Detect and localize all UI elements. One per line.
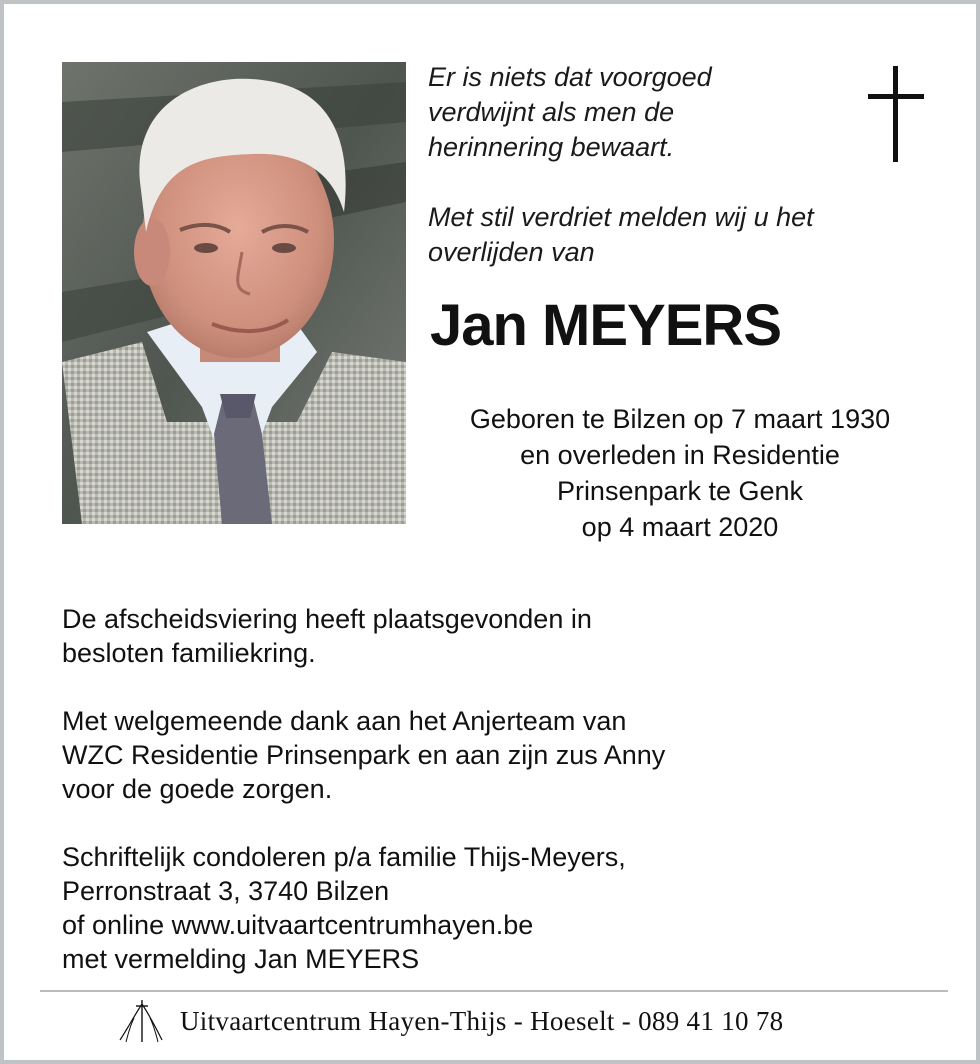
deceased-name: Jan MEYERS [430,293,781,358]
paragraph-line: Perronstraat 3, 3740 Bilzen [62,876,390,906]
paragraph-line: WZC Residentie Prinsenpark en aan zijn zus Anny [62,740,666,770]
footer-divider [40,990,948,992]
thanks-paragraph [62,704,922,806]
portrait-photo [62,62,406,524]
funeral-home-logo-icon [116,996,166,1046]
detail-line: op 4 maart 2020 [581,512,779,542]
paragraph-line: besloten familiekring. [62,638,316,668]
quote-line: Er is niets dat voorgoed [428,62,712,92]
obituary-body [62,602,922,976]
quote-line: verdwijnt als men de [428,97,675,127]
funeral-home-footer [116,996,783,1046]
quote-line: herinnering bewaart. [428,132,675,162]
funeral-home-contact: Uitvaartcentrum Hayen-Thijs - Hoeselt - 089 41 10 78 [180,1005,784,1036]
birth-death-details [425,401,935,545]
memorial-quote [428,60,814,270]
announcement-line: Met stil verdriet melden wij u het [428,202,814,232]
paragraph-line: Schriftelijk condoleren p/a familie Thijs-Meyers, [62,842,626,872]
announcement-line: overlijden van [428,237,595,267]
cross-icon [868,66,924,162]
detail-line: Geboren te Bilzen op 7 maart 1930 [469,404,891,434]
condolence-website-line: of online www.uitvaartcentrumhayen.be [62,910,534,940]
portrait-illustration [62,62,406,524]
paragraph-line: met vermelding Jan MEYERS [62,944,420,974]
paragraph-line: Met welgemeende dank aan het Anjerteam van [62,706,627,736]
detail-line: en overleden in Residentie [520,440,840,470]
detail-line: Prinsenpark te Genk [556,476,804,506]
condolence-paragraph [62,840,922,976]
paragraph-line: De afscheidsviering heeft plaatsgevonden in [62,604,592,634]
paragraph-line: voor de goede zorgen. [62,774,333,804]
ceremony-paragraph [62,602,922,670]
